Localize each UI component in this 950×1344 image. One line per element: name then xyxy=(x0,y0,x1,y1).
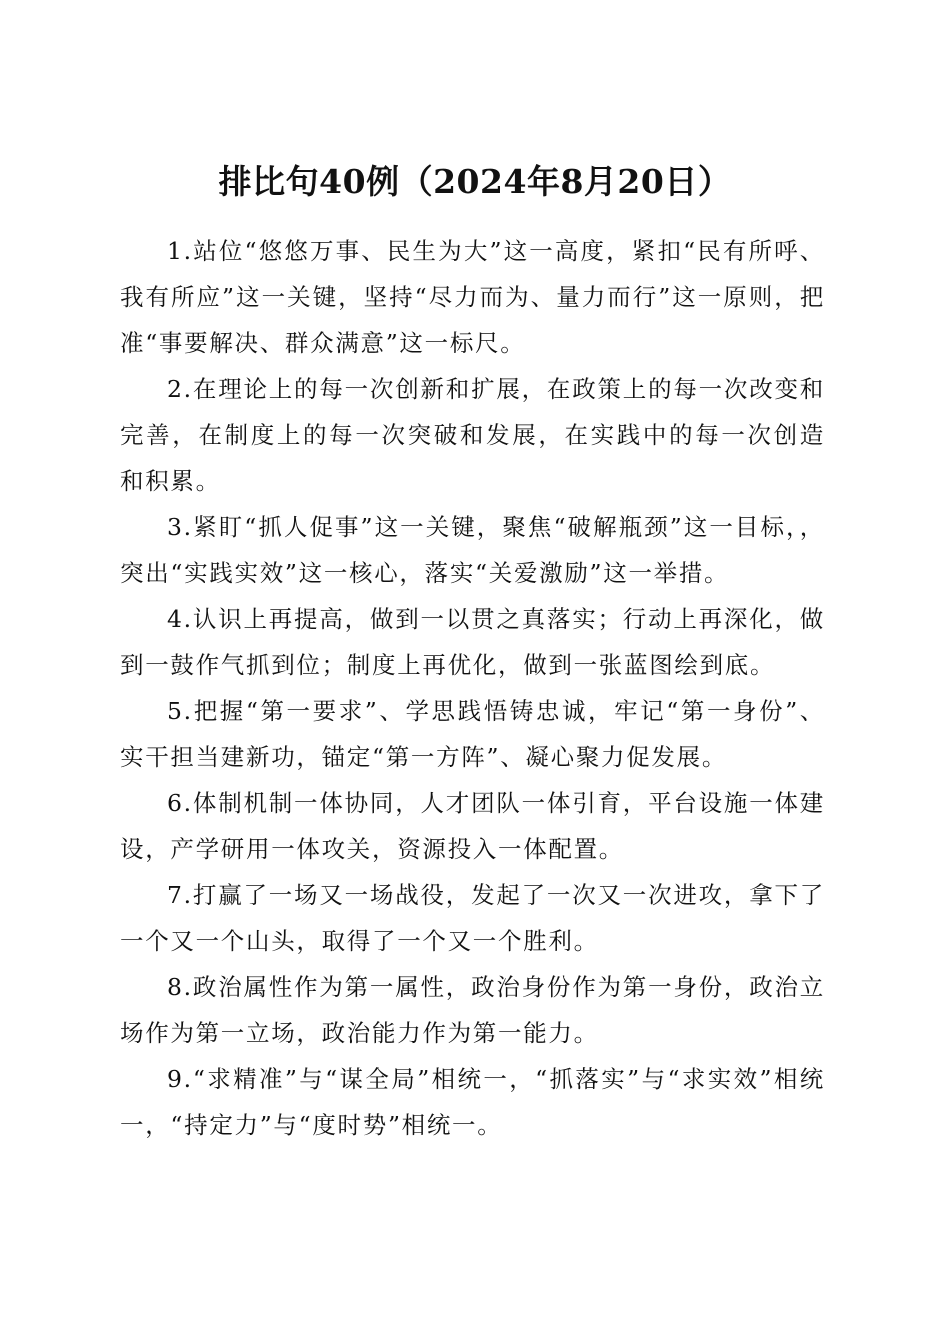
paragraph-5: 5.把握“第一要求”、学思践悟铸忠诚，牢记“第一身份”、实干担当建新功，锚定“第一方阵”、凝心聚力促发展。 xyxy=(120,697,825,771)
document-title: 排比句40例（2024年8月20日） xyxy=(218,162,732,202)
paragraph-6: 6.体制机制一体协同，人才团队一体引育，平台设施一体建设，产学研用一体攻关，资源投入一体配置。 xyxy=(120,789,825,863)
paragraph-9: 9.“求精准”与“谋全局”相统一，“抓落实”与“求实效”相统一，“持定力”与“度时势”相统一。 xyxy=(120,1065,825,1139)
paragraph-2: 2.在理论上的每一次创新和扩展，在政策上的每一次改变和完善，在制度上的每一次突破和发展，在实践中的每一次创造和积累。 xyxy=(120,375,825,495)
paragraph-8: 8.政治属性作为第一属性，政治身份作为第一身份，政治立场作为第一立场，政治能力作为第一能力。 xyxy=(120,973,825,1047)
paragraph-1: 1.站位“悠悠万事、民生为大”这一高度，紧扣“民有所呼、我有所应”这一关键，坚持“尽力而为、量力而行”这一原则，把准“事要解决、群众满意”这一标尺。 xyxy=(120,237,825,357)
paragraph-4: 4.认识上再提高，做到一以贯之真落实；行动上再深化，做到一鼓作气抓到位；制度上再优化，做到一张蓝图绘到底。 xyxy=(120,605,825,679)
document-body xyxy=(120,228,825,1148)
paragraph-3: 3.紧盯“抓人促事”这一关键，聚焦“破解瓶颈”这一目标，，突出“实践实效”这一核心，落实“关爱激励”这一举措。 xyxy=(120,513,825,587)
paragraph-7: 7.打赢了一场又一场战役，发起了一次又一次进攻，拿下了一个又一个山头，取得了一个又一个胜利。 xyxy=(120,881,825,955)
